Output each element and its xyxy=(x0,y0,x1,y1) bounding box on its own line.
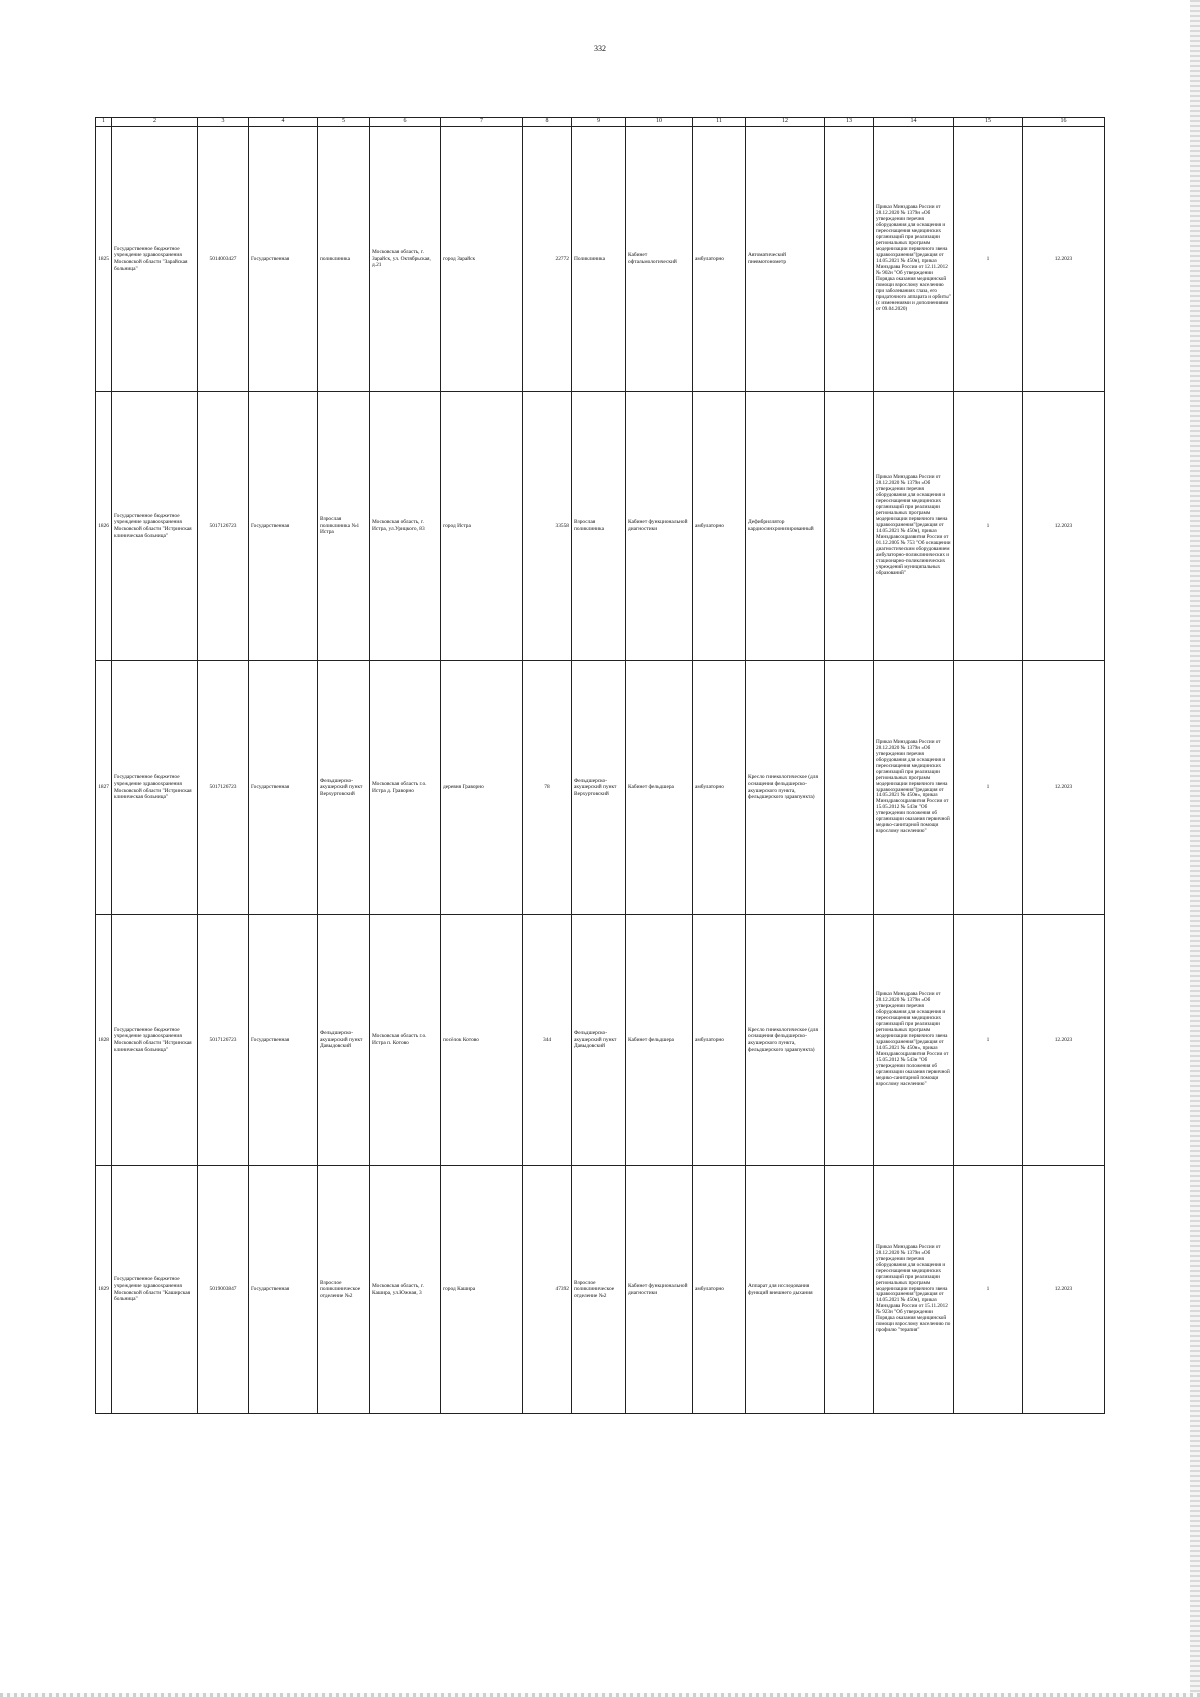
page-number: 332 xyxy=(594,44,606,53)
row-number: 1826 xyxy=(96,392,112,661)
equipment-name: Дефибриллятор кардиосинхронизированный xyxy=(746,392,825,661)
structural-unit: Фельдшерско-акушерский пункт Верхуртовский xyxy=(318,661,370,915)
row-number: 1825 xyxy=(96,127,112,392)
room: Кабинет функциональной диагностики xyxy=(626,1166,693,1414)
room: Кабинет фельдшера xyxy=(626,915,693,1166)
table-row xyxy=(96,915,1105,1166)
column-number: 4 xyxy=(249,118,318,127)
deadline: 12.2023 xyxy=(1023,392,1105,661)
row-number: 1828 xyxy=(96,915,112,1166)
column-number: 9 xyxy=(572,118,626,127)
column-number: 3 xyxy=(198,118,249,127)
legal-basis: Приказ Минздрава России от 28.12.2020 № 1379н «Об утверждении перечня оборудования для оснащения и переоснащения медицинских организаций при реализации региональных программ модернизации первичного звена здравоохранения"(редакция от 14.05.2021 № 450н», приказ Минздравсоцразвития России от 15.05.2012 № 543н "Об утверждении положения об организации оказания первичной медико-санитарной помощи взрослому населению" xyxy=(874,915,954,1166)
inn: 5014003427 xyxy=(198,127,249,392)
column-number: 14 xyxy=(874,118,954,127)
division: Фельдшерско-акушерский пункт Давыдовский xyxy=(572,915,626,1166)
organization-name: Государственное бюджетное учреждение здравоохранения Московской области "Истринская клиническая больница" xyxy=(112,915,198,1166)
ownership-form: Государственная xyxy=(249,915,318,1166)
division: Взрослая поликлиника xyxy=(572,392,626,661)
division: Поликлиника xyxy=(572,127,626,392)
structural-unit: Взрослая поликлиника №1 Истра xyxy=(318,392,370,661)
column-number: 12 xyxy=(746,118,825,127)
care-conditions: амбулаторно xyxy=(693,392,746,661)
ownership-form: Государственная xyxy=(249,661,318,915)
structural-unit: Фельдшерско-акушерский пункт Давыдовский xyxy=(318,915,370,1166)
population: 47392 xyxy=(523,1166,572,1414)
address: Московская область, г. Кашира, ул.Южная, 3 xyxy=(370,1166,441,1414)
address: Московская область, г. Зарайск, ул. Октябрьская, д.21 xyxy=(370,127,441,392)
column-13-cell xyxy=(825,1166,874,1414)
legal-basis: Приказ Минздрава России от 28.12.2020 № 1379н «Об утверждении перечня оборудования для оснащения и переоснащения медицинских организаций при реализации региональных программ модернизации первичного звена здравоохранения"(редакция от 14.05.2021 № 450н), приказ Минздрава России от 12.11.2012 № 902н "Об утверждении Порядка оказания медицинской помощи взрослому населению при заболеваниях глаза, его придаточного аппарата и орбиты" (с изменениями и дополнениями от 09.04.2020) xyxy=(874,127,954,392)
quantity: 1 xyxy=(954,661,1023,915)
column-number-header-row xyxy=(96,118,1105,127)
deadline: 12.2023 xyxy=(1023,915,1105,1166)
organization-name: Государственное бюджетное учреждение здравоохранения Московской области "Истринская клиническая больница" xyxy=(112,392,198,661)
column-number: 16 xyxy=(1023,118,1105,127)
column-number: 2 xyxy=(112,118,198,127)
quantity: 1 xyxy=(954,915,1023,1166)
inn: 5017126723 xyxy=(198,392,249,661)
locality: деревня Граворно xyxy=(441,661,523,915)
room: Кабинет офтальмологический xyxy=(626,127,693,392)
organization-name: Государственное бюджетное учреждение здравоохранения Московской области "Зарайская больница" xyxy=(112,127,198,392)
table-row xyxy=(96,392,1105,661)
structural-unit: поликлиника xyxy=(318,127,370,392)
equipment-name: Кресло гинекологическое (для оснащения фельдшерско-акушерского пункта, фельдшерского здравпункта) xyxy=(746,915,825,1166)
column-number: 8 xyxy=(523,118,572,127)
row-number: 1829 xyxy=(96,1166,112,1414)
division: Фельдшерско-акушерский пункт Верхуртовский xyxy=(572,661,626,915)
locality: город Зарайск xyxy=(441,127,523,392)
locality: город Истра xyxy=(441,392,523,661)
column-number: 7 xyxy=(441,118,523,127)
equipment-name: Автоматический пневмотонометр xyxy=(746,127,825,392)
ownership-form: Государственная xyxy=(249,392,318,661)
equipment-name: Кресло гинекологическое (для оснащения фельдшерско-акушерского пункта, фельдшерского здравпункта) xyxy=(746,661,825,915)
equipment-registry-table xyxy=(95,117,1105,1414)
scan-bottom-strip xyxy=(0,1693,1200,1697)
column-13-cell xyxy=(825,915,874,1166)
column-number: 1 xyxy=(96,118,112,127)
column-13-cell xyxy=(825,392,874,661)
column-13-cell xyxy=(825,661,874,915)
scan-edge-strip xyxy=(1190,0,1200,1697)
population: 344 xyxy=(523,915,572,1166)
quantity: 1 xyxy=(954,127,1023,392)
organization-name: Государственное бюджетное учреждение здравоохранения Московской области "Истринская клиническая больница" xyxy=(112,661,198,915)
locality: посёлок Котово xyxy=(441,915,523,1166)
organization-name: Государственное бюджетное учреждение здравоохранения Московской области "Каширская больница" xyxy=(112,1166,198,1414)
population: 33558 xyxy=(523,392,572,661)
care-conditions: амбулаторно xyxy=(693,127,746,392)
legal-basis: Приказ Минздрава России от 28.12.2020 № 1379н «Об утверждении перечня оборудования для оснащения и переоснащения медицинских организаций при реализации региональных программ модернизации первичного звена здравоохранения"(редакция от 14.05.2021 № 450н», приказ Минздравсоцразвития России от 15.05.2012 № 543н "Об утверждении положения об организации оказания первичной медико-санитарной помощи взрослому населению" xyxy=(874,661,954,915)
column-number: 5 xyxy=(318,118,370,127)
care-conditions: амбулаторно xyxy=(693,661,746,915)
column-number: 6 xyxy=(370,118,441,127)
room: Кабинет функциональной диагностики xyxy=(626,392,693,661)
inn: 5017126723 xyxy=(198,915,249,1166)
ownership-form: Государственная xyxy=(249,127,318,392)
column-13-cell xyxy=(825,127,874,392)
legal-basis: Приказ Минздрава России от 28.12.2020 № 1379н «Об утверждении перечня оборудования для оснащения и переоснащения медицинских организаций при реализации региональных программ модернизации первичного звена здравоохранения"(редакция от 14.05.2021 № 450н), приказ Минздравсоцразвития России от 01.12.2005 № 753 "Об оснащении диагностическим оборудованием амбулаторно-поликлинических и стационарно-поликлинических учреждений муниципальных образований" xyxy=(874,392,954,661)
room: Кабинет фельдшера xyxy=(626,661,693,915)
column-number: 11 xyxy=(693,118,746,127)
population: 78 xyxy=(523,661,572,915)
table-row xyxy=(96,127,1105,392)
quantity: 1 xyxy=(954,392,1023,661)
division: Взрослое поликлиническое отделение №2 xyxy=(572,1166,626,1414)
locality: город Кашира xyxy=(441,1166,523,1414)
deadline: 12.2023 xyxy=(1023,1166,1105,1414)
population: 22772 xyxy=(523,127,572,392)
address: Московская область г.о. Истра д. Граворно xyxy=(370,661,441,915)
address: Московская область, г. Истра, ул.Урицкого, 83 xyxy=(370,392,441,661)
ownership-form: Государственная xyxy=(249,1166,318,1414)
column-number: 15 xyxy=(954,118,1023,127)
table-row xyxy=(96,661,1105,915)
deadline: 12.2023 xyxy=(1023,127,1105,392)
inn: 5019003847 xyxy=(198,1166,249,1414)
inn: 5017126723 xyxy=(198,661,249,915)
care-conditions: амбулаторно xyxy=(693,1166,746,1414)
structural-unit: Взрослое поликлиническое отделение №2 xyxy=(318,1166,370,1414)
column-number: 13 xyxy=(825,118,874,127)
address: Московская область г.о. Истра п. Котово xyxy=(370,915,441,1166)
care-conditions: амбулаторно xyxy=(693,915,746,1166)
quantity: 1 xyxy=(954,1166,1023,1414)
legal-basis: Приказ Минздрава России от 28.12.2020 № 1379н «Об утверждении перечня оборудования для оснащения и переоснащения медицинских организаций при реализации региональных программ модернизации первичного звена здравоохранения"(редакция от 14.05.2021 № 450н), приказ Минздрава России от 15.11.2012 № 923н "Об утверждении Порядка оказания медицинской помощи взрослому населению по профилю "терапия" xyxy=(874,1166,954,1414)
column-number: 10 xyxy=(626,118,693,127)
deadline: 12.2023 xyxy=(1023,661,1105,915)
row-number: 1827 xyxy=(96,661,112,915)
table-row xyxy=(96,1166,1105,1414)
equipment-name: Аппарат для исследования функций внешнего дыхания xyxy=(746,1166,825,1414)
